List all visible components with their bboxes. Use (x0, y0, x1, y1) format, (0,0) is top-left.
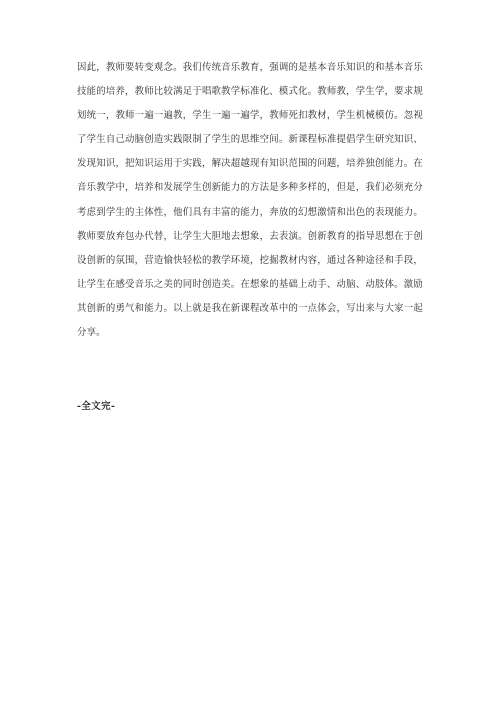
body-paragraph: 因此，教师要转变观念。我们传统音乐教育，强调的是基本音乐知识的和基本音乐技能的培养，教师比较满足于唱歌教学标准化、模式化。教师教，学生学，要求规划统一，教师一遍一遍教，学生一遍一遍学，教师死扣教材，学生机械模仿。忽视了学生自己动脑创造实践限制了学生的思维空间。新课程标准提倡学生研究知识、发现知识，把知识运用于实践，解决超越现有知识范围的问题，培养独创能力。在音乐教学中，培养和发展学生创新能力的方法是多种多样的，但是，我们必须充分考虑到学生的主体性，他们具有丰富的能力，奔放的幻想激情和出色的表现能力。教师要放弃包办代替，让学生大胆地去想象，去表演。创新教育的指导思想在于创设创新的氛围，营造愉快轻松的教学环境，挖掘教材内容，通过各种途径和手段，让学生在感受音乐之美的同时创造美。在想象的基础上动手、动脑、动肢体。激励其创新的勇气和能力。以上就是我在新课程改革中的一点体会，写出来与大家一起分享。 (77, 62, 423, 339)
end-of-document-mark: -全文完- (77, 401, 116, 412)
